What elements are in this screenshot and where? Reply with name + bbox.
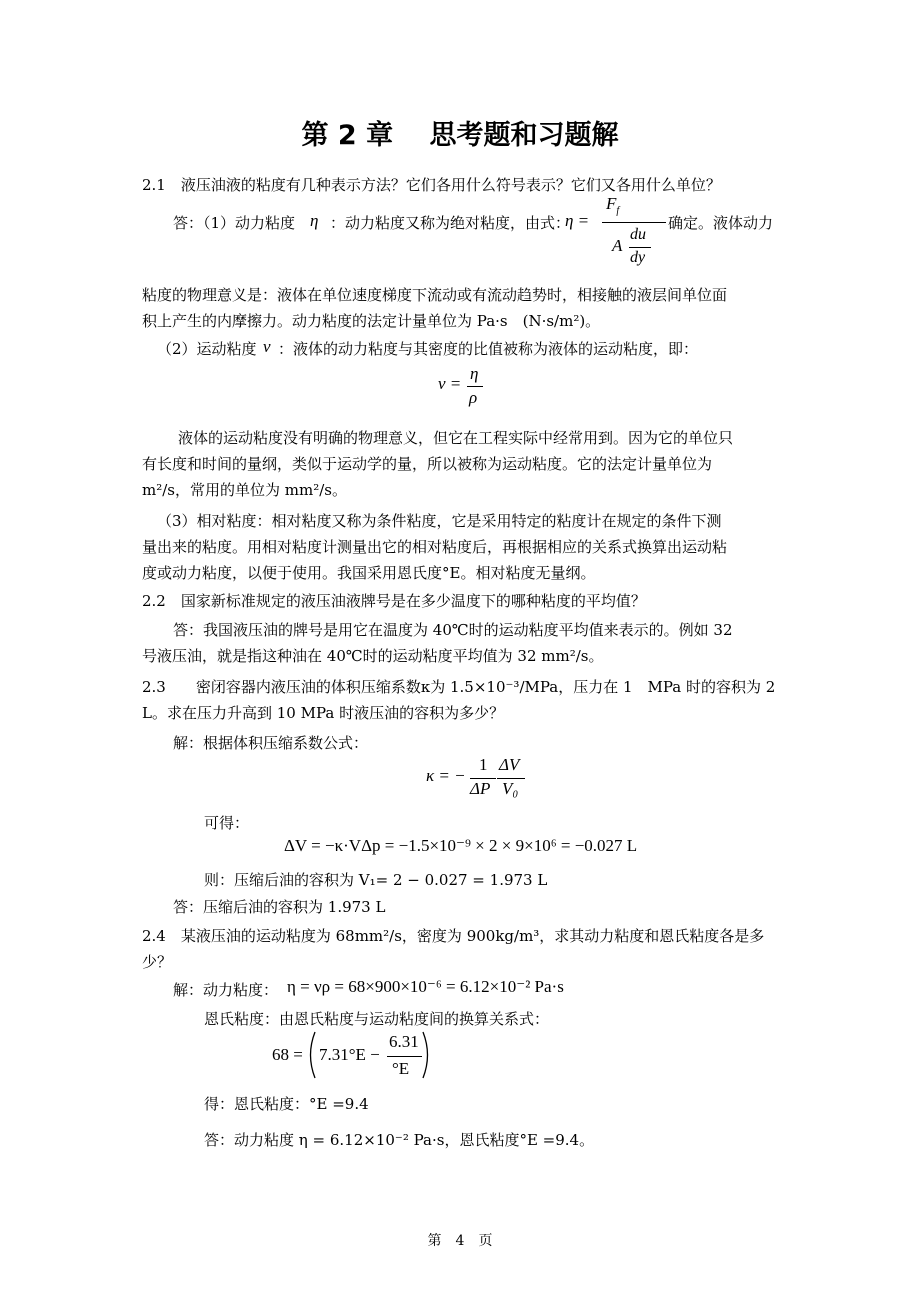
formula-kappa-num1: 1 xyxy=(479,755,488,774)
formula-kappa-lhs: κ = − xyxy=(426,766,466,785)
eta-symbol: η xyxy=(310,211,319,230)
formula-nu-num: η xyxy=(470,364,479,383)
left-paren xyxy=(304,1030,318,1080)
question-2-4-line-1: 2.4 某液压油的运动粘度为 68mm²/s，密度为 900kg/m³，求其动力粘度和恩氏粘度各是多 xyxy=(142,927,765,945)
answer-2-1-part1-mid: ：动力粘度又称为绝对粘度，由式： xyxy=(330,214,571,232)
engler-result: 得：恩氏粘度：°E =9.4 xyxy=(204,1095,369,1113)
para-1-line-1: 粘度的物理意义是：液体在单位速度梯度下流动或有流动趋势时，相接触的液层间单位面 xyxy=(142,286,728,304)
question-2-3-line-1: 2.3 密闭容器内液压油的体积压缩系数κ为 1.5×10⁻³/MPa，压力在 1 MPa 时的容积为 2 xyxy=(142,678,776,696)
formula-delta-v: ΔV = −κ·VΔp = −1.5×10⁻⁹ × 2 × 9×10⁶ = −0.027 L xyxy=(284,836,638,855)
engler-eq-den: °E xyxy=(392,1059,410,1078)
answer-2-1-part1-lead: 答：（1）动力粘度 xyxy=(173,214,296,232)
para-2-line-2: 有长度和时间的量纲，类似于运动学的量，所以被称为运动粘度。它的法定计量单位为 xyxy=(142,455,713,473)
para-3-line-1: （3）相对粘度：相对粘度又称为条件粘度，它是采用特定的粘度计在规定的条件下测 xyxy=(157,512,722,530)
question-2-2: 2.2 国家新标准规定的液压油液牌号是在多少温度下的哪种粘度的平均值？ xyxy=(142,592,646,610)
engler-eq-num: 6.31 xyxy=(389,1032,419,1051)
formula-nu-den: ρ xyxy=(469,388,478,407)
formula-kappa-den2: V₀ xyxy=(502,779,519,798)
answer-2-4: 答：动力粘度 η = 6.12×10⁻² Pa·s，恩氏粘度°E =9.4。 xyxy=(204,1131,595,1149)
engler-eq-lhs: 68 = xyxy=(272,1045,303,1064)
fraction-bar-nu xyxy=(467,386,483,387)
para-3-line-3: 度或动力粘度，以便于使用。我国采用恩氏度°E。相对粘度无量纲。 xyxy=(142,564,596,582)
engler-eq-term: 7.31°E − xyxy=(319,1045,380,1064)
question-2-3-line-2: L。求在压力升高到 10 MPa 时液压油的容积为多少？ xyxy=(142,704,505,722)
answer-2-1-part2-lead: （2）运动粘度 xyxy=(157,340,257,358)
page-footer: 第 4 页 xyxy=(427,1233,493,1249)
formula-kappa-num2: ΔV xyxy=(499,755,520,774)
answer-2-2-line-1: 答：我国液压油的牌号是用它在温度为 40℃时的运动粘度平均值来表示的。例如 32 xyxy=(173,621,733,639)
solution-2-4-lead: 解：动力粘度： xyxy=(173,981,279,999)
answer-2-1-part2-tail: ：液体的动力粘度与其密度的比值被称为液体的运动粘度，即： xyxy=(278,340,699,358)
para-2-line-1: 液体的运动粘度没有明确的物理意义，但它在工程实际中经常用到。因为它的单位只 xyxy=(178,429,734,447)
question-2-4-line-2: 少？ xyxy=(142,953,173,971)
fraction-bar-engler xyxy=(387,1056,422,1057)
fraction-bar-eta xyxy=(602,222,666,223)
label-get: 可得： xyxy=(204,814,250,832)
solution-2-3-then: 则：压缩后油的容积为 V₁= 2 − 0.027 = 1.973 L xyxy=(204,871,548,889)
formula-a: A xyxy=(612,236,623,255)
para-3-line-2: 量出来的粘度。用相对粘度计测量出它的相对粘度后，再根据相应的关系式换算出运动粘 xyxy=(142,538,728,556)
formula-dy: dy xyxy=(630,249,646,266)
formula-dynamic-viscosity: η = νρ = 68×900×10⁻⁶ = 6.12×10⁻² Pa·s xyxy=(287,977,564,996)
para-1-line-2: 积上产生的内摩擦力。动力粘度的法定计量单位为 Pa·s (N·s/m²)。 xyxy=(142,312,601,330)
nu-symbol: ν xyxy=(263,337,271,356)
fraction-bar-du-dy xyxy=(629,247,651,248)
formula-nu-lhs: ν = xyxy=(438,374,462,393)
engler-relation-intro: 恩氏粘度：由恩氏粘度与运动粘度间的换算关系式： xyxy=(204,1010,550,1028)
page-title: 第 2 章 思考题和习题解 xyxy=(301,120,619,151)
right-paren xyxy=(420,1030,434,1080)
question-2-1: 2.1 液压油液的粘度有几种表示方法？它们各用什么符号表示？它们又各用什么单位？ xyxy=(142,176,721,194)
answer-2-1-part1-tail: 确定。液体动力 xyxy=(668,214,774,232)
formula-eta-lhs: η = xyxy=(565,211,590,230)
answer-2-2-line-2: 号液压油，就是指这种油在 40℃时的运动粘度平均值为 32 mm²/s。 xyxy=(142,647,604,665)
formula-ff: $F_f$ xyxy=(606,194,620,217)
formula-du: du xyxy=(630,226,646,243)
para-2-line-3: m²/s，常用的单位为 mm²/s。 xyxy=(142,481,347,499)
solution-2-3-intro: 解：根据体积压缩系数公式： xyxy=(173,734,369,752)
formula-kappa-den1: ΔP xyxy=(470,779,491,798)
answer-2-3: 答：压缩后油的容积为 1.973 L xyxy=(173,898,386,916)
